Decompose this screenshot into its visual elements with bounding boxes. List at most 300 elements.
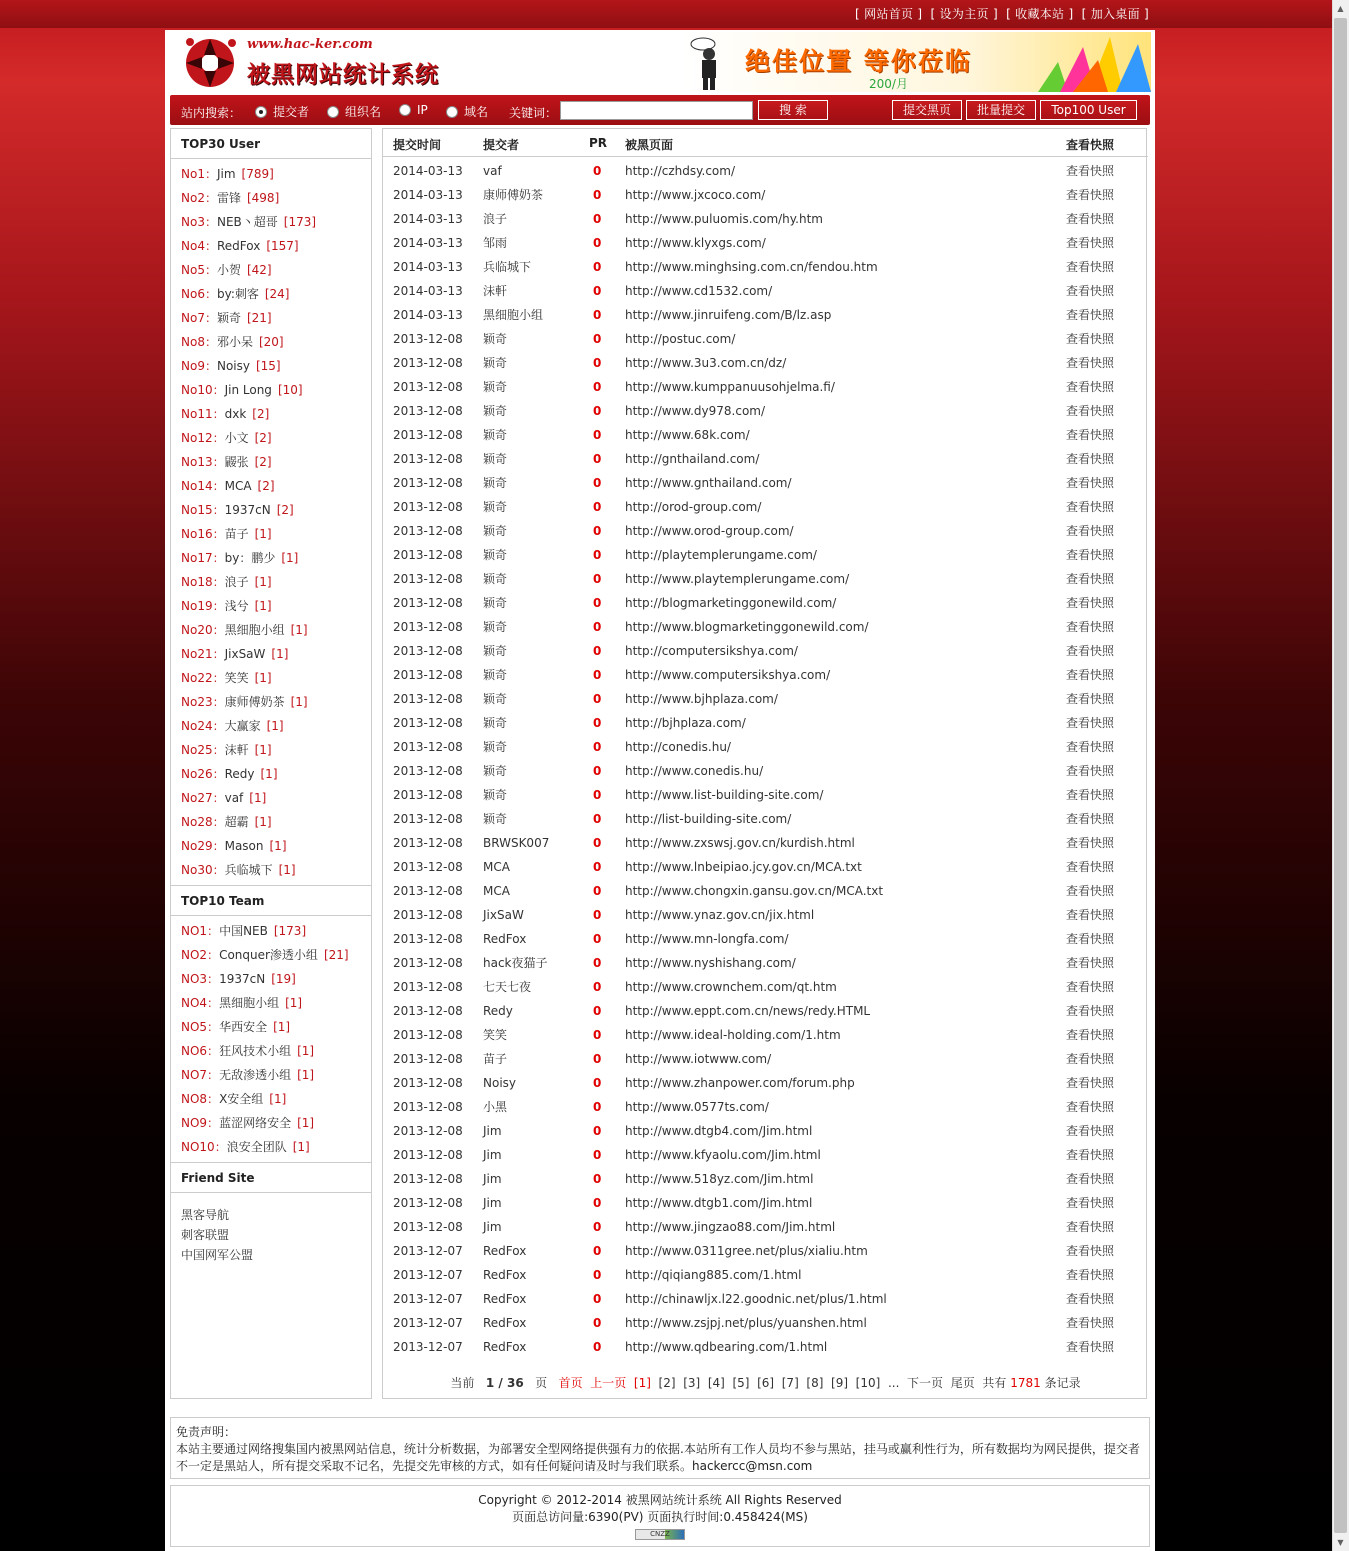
row-snapshot-link[interactable]: 查看快照 (1066, 836, 1115, 850)
row-url[interactable]: http://www.playtemplerungame.com/ (625, 572, 850, 586)
row-submitter[interactable]: 颖奇 (483, 404, 508, 418)
row-submitter[interactable]: 颖奇 (483, 740, 508, 754)
row-submitter[interactable]: RedFox (483, 1340, 527, 1354)
top-user-item[interactable] (181, 450, 371, 474)
row-url[interactable]: http://www.orod-group.com/ (625, 524, 794, 538)
top-user-item[interactable] (181, 402, 371, 426)
row-url[interactable]: http://www.68k.com/ (625, 428, 750, 442)
row-url[interactable]: http://www.chongxin.gansu.gov.cn/MCA.txt (625, 884, 884, 898)
top-team-name[interactable]: Conquer渗透小组 (219, 948, 318, 962)
top-team-item[interactable] (181, 991, 371, 1015)
row-submitter[interactable]: MCA (483, 860, 510, 874)
row-submitter[interactable]: 颖奇 (483, 500, 508, 514)
top-user-item[interactable] (181, 258, 371, 282)
row-submitter[interactable]: vaf (483, 164, 502, 178)
radio-submitter-label: 提交者 (273, 105, 310, 119)
row-snapshot-link[interactable]: 查看快照 (1066, 692, 1115, 706)
set-homepage-link[interactable]: [ 设为主页 ] (930, 7, 998, 21)
top-user-name[interactable]: 小文 (224, 431, 249, 445)
top-user-item[interactable] (181, 234, 371, 258)
row-url[interactable]: http://www.klyxgs.com/ (625, 236, 766, 250)
search-button[interactable]: 搜 索 (758, 100, 828, 120)
row-submitter[interactable]: BRWSK007 (483, 836, 550, 850)
friend-site-link[interactable]: 中国网军公盟 (181, 1248, 254, 1262)
top-team-item[interactable] (181, 1063, 371, 1087)
row-snapshot-link[interactable]: 查看快照 (1066, 716, 1115, 730)
top-user-name[interactable]: by:刺客 (216, 287, 259, 301)
top-user-item[interactable] (181, 378, 371, 402)
row-submitter[interactable]: JixSaW (483, 908, 524, 922)
top-user-name[interactable]: 邪小呆 (216, 335, 253, 349)
top-user-name[interactable]: 兵临城下 (224, 863, 273, 877)
row-submitter[interactable]: 苗子 (483, 1052, 508, 1066)
row-snapshot-link[interactable]: 查看快照 (1066, 476, 1115, 490)
top-user-item[interactable] (181, 618, 371, 642)
row-snapshot-link[interactable]: 查看快照 (1066, 524, 1115, 538)
top-user-name[interactable]: 笑笑 (224, 671, 249, 685)
top-user-item[interactable] (181, 186, 371, 210)
pager-next[interactable]: 下一页 (907, 1376, 944, 1390)
ad-text: 绝佳位置 等你莅临 (745, 47, 972, 76)
row-submitter[interactable]: 颖奇 (483, 428, 508, 442)
row-pr: 0 (593, 428, 602, 442)
row-submitter[interactable]: Jim (483, 1148, 502, 1162)
top-team-item[interactable] (181, 1039, 371, 1063)
submit-page-button[interactable]: 提交黑页 (892, 100, 962, 120)
top-user-name[interactable]: JixSaW (224, 647, 266, 661)
row-snapshot-link[interactable]: 查看快照 (1066, 1340, 1115, 1354)
row-url[interactable]: http://www.bjhplaza.com/ (625, 692, 778, 706)
row-snapshot-link[interactable]: 查看快照 (1066, 884, 1115, 898)
row-submitter[interactable]: hack夜猫子 (483, 956, 548, 970)
top-user-item[interactable] (181, 810, 371, 834)
row-url[interactable]: http://list-building-site.com/ (625, 812, 792, 826)
row-submitter[interactable]: 颖奇 (483, 596, 508, 610)
pager-page-3[interactable]: [3] (683, 1376, 701, 1390)
top-team-item[interactable] (181, 967, 371, 991)
top-user-name[interactable]: by：鹏少 (224, 551, 276, 565)
radio-organization[interactable] (327, 103, 381, 120)
top-user-name[interactable]: 超霸 (224, 815, 249, 829)
row-snapshot-link[interactable]: 查看快照 (1066, 1220, 1115, 1234)
row-snapshot-link[interactable]: 查看快照 (1066, 1100, 1115, 1114)
row-pr: 0 (593, 788, 602, 802)
top-user-name[interactable]: 沫軒 (224, 743, 249, 757)
pager-prev[interactable]: 上一页 (590, 1376, 627, 1390)
row-submitter[interactable]: RedFox (483, 1316, 527, 1330)
row-submitter[interactable]: Noisy (483, 1076, 517, 1090)
top-user-item[interactable] (181, 642, 371, 666)
row-url[interactable]: http://www.crownchem.com/qt.htm (625, 980, 837, 994)
row-submitter[interactable]: 颖奇 (483, 380, 508, 394)
row-snapshot-link[interactable]: 查看快照 (1066, 764, 1115, 778)
row-submitter[interactable]: 浪子 (483, 212, 508, 226)
row-snapshot-link[interactable]: 查看快照 (1066, 596, 1115, 610)
row-url[interactable]: http://playtemplerungame.com/ (625, 548, 817, 562)
row-snapshot-link[interactable]: 查看快照 (1066, 980, 1115, 994)
top-team-name[interactable]: 中国NEB (219, 924, 268, 938)
row-snapshot-link[interactable]: 查看快照 (1066, 284, 1115, 298)
bookmark-link[interactable]: [ 收藏本站 ] (1006, 7, 1074, 21)
top100-user-button[interactable]: Top100 User (1040, 100, 1137, 120)
top-user-count: [789] (241, 167, 274, 181)
pager-page-8[interactable]: [8] (806, 1376, 824, 1390)
radio-organization-button[interactable] (327, 106, 339, 118)
row-pr: 0 (593, 596, 602, 610)
row-url[interactable]: http://conedis.hu/ (625, 740, 731, 754)
row-url[interactable]: http://www.mn-longfa.com/ (625, 932, 789, 946)
top-user-name[interactable]: dxk (224, 407, 247, 421)
row-pr: 0 (593, 332, 602, 346)
row-url[interactable]: http://www.dtgb1.com/Jim.html (625, 1196, 813, 1210)
top-user-name[interactable]: 苗子 (224, 527, 249, 541)
top-user-name[interactable]: Jin Long (224, 383, 272, 397)
top-user-item[interactable] (181, 210, 371, 234)
top-user-item[interactable] (181, 282, 371, 306)
row-snapshot-link[interactable]: 查看快照 (1066, 1268, 1115, 1282)
row-submitter[interactable]: Redy (483, 1004, 513, 1018)
row-snapshot-link[interactable]: 查看快照 (1066, 164, 1115, 178)
top-user-name[interactable]: Noisy (216, 359, 250, 373)
row-snapshot-link[interactable]: 查看快照 (1066, 308, 1115, 322)
top-user-item[interactable] (181, 474, 371, 498)
scrollbar[interactable] (1332, 0, 1349, 1551)
row-snapshot-link[interactable]: 查看快照 (1066, 212, 1115, 226)
row-submitter[interactable]: 颖奇 (483, 620, 508, 634)
row-snapshot-link[interactable]: 查看快照 (1066, 500, 1115, 514)
row-snapshot-link[interactable]: 查看快照 (1066, 236, 1115, 250)
table-row (383, 735, 1148, 759)
table-row (383, 231, 1148, 255)
row-snapshot-link[interactable]: 查看快照 (1066, 1124, 1115, 1138)
row-url[interactable]: http://www.kfyaolu.com/Jim.html (625, 1148, 821, 1162)
row-submitter[interactable]: 颖奇 (483, 332, 508, 346)
top-user-item[interactable] (181, 522, 371, 546)
row-pr: 0 (593, 1316, 602, 1330)
row-submitter[interactable]: 颖奇 (483, 356, 508, 370)
row-submitter[interactable]: Jim (483, 1196, 502, 1210)
row-submitter[interactable]: 颖奇 (483, 764, 508, 778)
top-user-item[interactable] (181, 714, 371, 738)
radio-domain[interactable] (446, 103, 488, 120)
radio-submitter-button[interactable] (255, 106, 267, 118)
row-date: 2013-12-08 (393, 956, 463, 970)
row-url[interactable]: http://www.518yz.com/Jim.html (625, 1172, 814, 1186)
top-team-item[interactable] (181, 1087, 371, 1111)
row-snapshot-link[interactable]: 查看快照 (1066, 644, 1115, 658)
row-snapshot-link[interactable]: 查看快照 (1066, 1172, 1115, 1186)
row-url[interactable]: http://gnthailand.com/ (625, 452, 760, 466)
top-teams-heading: TOP10 Team (171, 886, 371, 916)
row-url[interactable]: http://www.jxcoco.com/ (625, 188, 766, 202)
row-url[interactable]: http://www.kumppanuusohjelma.fi/ (625, 380, 835, 394)
top-team-item[interactable] (181, 943, 371, 967)
row-submitter[interactable]: 康师傅奶茶 (483, 188, 544, 202)
row-url[interactable]: http://www.nyshishang.com/ (625, 956, 796, 970)
top-user-item[interactable] (181, 426, 371, 450)
row-snapshot-link[interactable]: 查看快照 (1066, 1196, 1115, 1210)
top-user-name[interactable]: 1937cN (224, 503, 271, 517)
pager-page-9[interactable]: [9] (831, 1376, 849, 1390)
row-url[interactable]: http://www.eppt.com.cn/news/redy.HTML (625, 1004, 871, 1018)
top-user-name[interactable]: RedFox (216, 239, 261, 253)
top-user-count: [2] (257, 479, 275, 493)
pager-page-6[interactable]: [6] (757, 1376, 775, 1390)
top-user-name[interactable]: vaf (224, 791, 244, 805)
row-submitter[interactable]: 颖奇 (483, 668, 508, 682)
row-submitter[interactable]: 颖奇 (483, 548, 508, 562)
top-team-name[interactable]: 蓝涩网络安全 (219, 1116, 292, 1130)
top-user-count: [2] (254, 455, 272, 469)
pager-page-5[interactable]: [5] (732, 1376, 750, 1390)
pager-last[interactable]: 尾页 (950, 1376, 975, 1390)
row-snapshot-link[interactable]: 查看快照 (1066, 452, 1115, 466)
row-url[interactable]: http://www.jingzao88.com/Jim.html (625, 1220, 836, 1234)
top-user-item[interactable] (181, 690, 371, 714)
row-date: 2013-12-08 (393, 572, 463, 586)
top-user-rank: No5： (181, 263, 217, 277)
top-user-item[interactable] (181, 786, 371, 810)
top-team-name[interactable]: 无敌渗透小组 (219, 1068, 292, 1082)
row-url[interactable]: http://www.3u3.com.cn/dz/ (625, 356, 787, 370)
scroll-down-arrow-icon[interactable]: ▼ (1337, 1538, 1344, 1547)
row-submitter[interactable]: MCA (483, 884, 510, 898)
top-user-name[interactable]: Redy (224, 767, 255, 781)
row-submitter[interactable]: 沫軒 (483, 284, 508, 298)
row-url[interactable]: http://blogmarketinggonewild.com/ (625, 596, 837, 610)
row-snapshot-link[interactable]: 查看快照 (1066, 1244, 1115, 1258)
row-url[interactable]: http://www.zsjpj.net/plus/yuanshen.html (625, 1316, 867, 1330)
scrollbar-thumb[interactable] (1334, 18, 1347, 1533)
cnzz-badge-icon[interactable]: CNZZ (635, 1529, 685, 1540)
top-user-name[interactable]: 大赢家 (224, 719, 261, 733)
row-submitter[interactable]: Jim (483, 1124, 502, 1138)
radio-ip[interactable] (399, 103, 428, 117)
scroll-up-arrow-icon[interactable]: ▲ (1337, 4, 1344, 13)
row-url[interactable]: http://www.zhanpower.com/forum.php (625, 1076, 855, 1090)
row-snapshot-link[interactable]: 查看快照 (1066, 860, 1115, 874)
row-url[interactable]: http://bjhplaza.com/ (625, 716, 746, 730)
row-snapshot-link[interactable]: 查看快照 (1066, 548, 1115, 562)
home-link[interactable]: [ 网站首页 ] (855, 7, 923, 21)
top-user-name[interactable]: 黑细胞小组 (224, 623, 285, 637)
top-user-rank: No14： (181, 479, 225, 493)
row-submitter[interactable]: 七天七夜 (483, 980, 532, 994)
pager-page-7[interactable]: [7] (781, 1376, 799, 1390)
row-snapshot-link[interactable]: 查看快照 (1066, 1292, 1115, 1306)
top-user-name[interactable]: 浪子 (224, 575, 249, 589)
top-user-item[interactable] (181, 306, 371, 330)
row-submitter[interactable]: Jim (483, 1220, 502, 1234)
row-submitter[interactable]: 颖奇 (483, 644, 508, 658)
top-user-name[interactable]: Jim (216, 167, 236, 181)
row-url[interactable]: http://www.0577ts.com/ (625, 1100, 769, 1114)
top-user-name[interactable]: MCA (224, 479, 252, 493)
row-submitter[interactable]: RedFox (483, 932, 527, 946)
row-url[interactable]: http://www.list-building-site.com/ (625, 788, 824, 802)
row-url[interactable]: http://www.0311gree.net/plus/xialiu.htm (625, 1244, 868, 1258)
row-submitter[interactable]: 颖奇 (483, 524, 508, 538)
top-user-item[interactable] (181, 162, 371, 186)
row-url[interactable]: http://www.minghsing.com.cn/fendou.htm (625, 260, 878, 274)
row-snapshot-link[interactable]: 查看快照 (1066, 332, 1115, 346)
row-url[interactable]: http://www.ynaz.gov.cn/jix.html (625, 908, 815, 922)
top-user-name[interactable]: 鼹张 (224, 455, 249, 469)
row-url[interactable]: http://www.iotwww.com/ (625, 1052, 772, 1066)
row-submitter[interactable]: 笑笑 (483, 1028, 508, 1042)
row-submitter[interactable]: 颖奇 (483, 572, 508, 586)
top-user-item[interactable] (181, 834, 371, 858)
top-team-item[interactable] (181, 1135, 371, 1159)
ad-banner[interactable] (683, 32, 1151, 92)
friend-site-link[interactable]: 黑客导航 (181, 1208, 230, 1222)
row-snapshot-link[interactable]: 查看快照 (1066, 572, 1115, 586)
pager-page-1[interactable]: [1] (633, 1376, 651, 1390)
row-url[interactable]: http://www.puluomis.com/hy.htm (625, 212, 823, 226)
top-user-item[interactable] (181, 738, 371, 762)
row-snapshot-link[interactable]: 查看快照 (1066, 1316, 1115, 1330)
top-user-count: [1] (254, 671, 272, 685)
top-user-item[interactable] (181, 570, 371, 594)
row-url[interactable]: http://czhdsy.com/ (625, 164, 736, 178)
row-submitter[interactable]: RedFox (483, 1244, 527, 1258)
row-submitter[interactable]: 邹雨 (483, 236, 508, 250)
row-url[interactable]: http://www.conedis.hu/ (625, 764, 764, 778)
row-url[interactable]: http://www.computersikshya.com/ (625, 668, 831, 682)
row-submitter[interactable]: 颖奇 (483, 716, 508, 730)
top-user-item[interactable] (181, 330, 371, 354)
row-snapshot-link[interactable]: 查看快照 (1066, 908, 1115, 922)
top-team-name[interactable]: 狂风技术小组 (219, 1044, 292, 1058)
table-row (383, 711, 1148, 735)
row-url[interactable]: http://computersikshya.com/ (625, 644, 798, 658)
row-snapshot-link[interactable]: 查看快照 (1066, 812, 1115, 826)
row-snapshot-link[interactable]: 查看快照 (1066, 788, 1115, 802)
row-submitter[interactable]: 小黑 (483, 1100, 508, 1114)
row-url[interactable]: http://www.lnbeipiao.jcy.gov.cn/MCA.txt (625, 860, 862, 874)
top-user-name[interactable]: 小贺 (216, 263, 241, 277)
row-url[interactable]: http://www.ideal-holding.com/1.htm (625, 1028, 841, 1042)
row-submitter[interactable]: 颖奇 (483, 788, 508, 802)
top-user-item[interactable] (181, 498, 371, 522)
row-snapshot-link[interactable]: 查看快照 (1066, 188, 1115, 202)
row-snapshot-link[interactable]: 查看快照 (1066, 428, 1115, 442)
top-user-item[interactable] (181, 546, 371, 570)
row-submitter[interactable]: 兵临城下 (483, 260, 532, 274)
top-user-name[interactable]: 浅兮 (224, 599, 249, 613)
row-snapshot-link[interactable]: 查看快照 (1066, 1076, 1115, 1090)
row-snapshot-link[interactable]: 查看快照 (1066, 356, 1115, 370)
top-team-item[interactable] (181, 919, 371, 943)
top-team-item[interactable] (181, 1015, 371, 1039)
row-submitter[interactable]: Jim (483, 1172, 502, 1186)
top-user-rank: No3： (181, 215, 217, 229)
row-url[interactable]: http://postuc.com/ (625, 332, 736, 346)
row-date: 2013-12-08 (393, 1052, 463, 1066)
row-submitter[interactable]: 颖奇 (483, 452, 508, 466)
table-row (383, 639, 1148, 663)
row-url[interactable]: http://www.gnthailand.com/ (625, 476, 792, 490)
row-snapshot-link[interactable]: 查看快照 (1066, 932, 1115, 946)
top-user-name[interactable]: NEB丶超哥 (216, 215, 278, 229)
row-snapshot-link[interactable]: 查看快照 (1066, 956, 1115, 970)
top-user-item[interactable] (181, 354, 371, 378)
pager-page-4[interactable]: [4] (707, 1376, 725, 1390)
pager-first[interactable]: 首页 (558, 1376, 583, 1390)
row-snapshot-link[interactable]: 查看快照 (1066, 668, 1115, 682)
top-user-name[interactable]: Mason (224, 839, 264, 853)
table-row (383, 303, 1148, 327)
top-team-item[interactable] (181, 1111, 371, 1135)
pager-page-10[interactable]: [10] (855, 1376, 881, 1390)
row-snapshot-link[interactable]: 查看快照 (1066, 1004, 1115, 1018)
top-team-name[interactable]: 1937cN (219, 972, 266, 986)
row-snapshot-link[interactable]: 查看快照 (1066, 620, 1115, 634)
top-team-name[interactable]: 华西安全 (219, 1020, 268, 1034)
row-url[interactable]: http://www.qdbearing.com/1.html (625, 1340, 828, 1354)
row-url[interactable]: http://www.zxswsj.gov.cn/kurdish.html (625, 836, 855, 850)
keyword-input[interactable] (560, 101, 753, 120)
row-url[interactable]: http://www.dy978.com/ (625, 404, 766, 418)
row-snapshot-link[interactable]: 查看快照 (1066, 404, 1115, 418)
row-snapshot-link[interactable]: 查看快照 (1066, 260, 1115, 274)
row-url[interactable]: http://qiqiang885.com/1.html (625, 1268, 802, 1282)
row-snapshot-link[interactable]: 查看快照 (1066, 380, 1115, 394)
row-url[interactable]: http://www.dtgb4.com/Jim.html (625, 1124, 813, 1138)
logo-url: www.hac-ker.com (247, 37, 373, 52)
row-snapshot-link[interactable]: 查看快照 (1066, 1148, 1115, 1162)
row-submitter[interactable]: 黑细胞小组 (483, 308, 544, 322)
top-user-name[interactable]: 颖奇 (216, 311, 241, 325)
row-pr: 0 (593, 1244, 602, 1258)
row-submitter[interactable]: 颖奇 (483, 476, 508, 490)
row-url[interactable]: http://chinawljx.l22.goodnic.net/plus/1.html (625, 1292, 887, 1306)
top-team-name[interactable]: 黑细胞小组 (219, 996, 280, 1010)
top-team-name[interactable]: 浪安全团队 (226, 1140, 287, 1154)
row-submitter[interactable]: RedFox (483, 1268, 527, 1282)
batch-submit-button[interactable]: 批量提交 (966, 100, 1036, 120)
row-url[interactable]: http://www.jinruifeng.com/B/lz.asp (625, 308, 832, 322)
row-date: 2013-12-08 (393, 500, 463, 514)
radio-ip-button[interactable] (399, 104, 411, 116)
row-submitter[interactable]: 颖奇 (483, 812, 508, 826)
top-team-name[interactable]: X安全组 (219, 1092, 264, 1106)
row-date: 2013-12-07 (393, 1268, 463, 1282)
top-user-item[interactable] (181, 762, 371, 786)
radio-domain-button[interactable] (446, 106, 458, 118)
top-user-item[interactable] (181, 594, 371, 618)
top-user-name[interactable]: 康师傅奶茶 (224, 695, 285, 709)
top-user-item[interactable] (181, 666, 371, 690)
radio-submitter[interactable] (255, 103, 309, 120)
friend-site-link[interactable]: 刺客联盟 (181, 1228, 230, 1242)
add-desktop-link[interactable]: [ 加入桌面 ] (1081, 7, 1149, 21)
table-row (383, 1047, 1148, 1071)
row-submitter[interactable]: 颖奇 (483, 692, 508, 706)
row-snapshot-link[interactable]: 查看快照 (1066, 1052, 1115, 1066)
pager-page-2[interactable]: [2] (658, 1376, 676, 1390)
row-url[interactable]: http://www.cd1532.com/ (625, 284, 773, 298)
row-pr: 0 (593, 572, 602, 586)
row-url[interactable]: http://orod-group.com/ (625, 500, 762, 514)
row-snapshot-link[interactable]: 查看快照 (1066, 740, 1115, 754)
top-user-item[interactable] (181, 858, 371, 882)
top-user-name[interactable]: 雷锋 (216, 191, 241, 205)
row-snapshot-link[interactable]: 查看快照 (1066, 1028, 1115, 1042)
row-url[interactable]: http://www.blogmarketinggonewild.com/ (625, 620, 869, 634)
row-submitter[interactable]: RedFox (483, 1292, 527, 1306)
top-user-count: [157] (266, 239, 299, 253)
